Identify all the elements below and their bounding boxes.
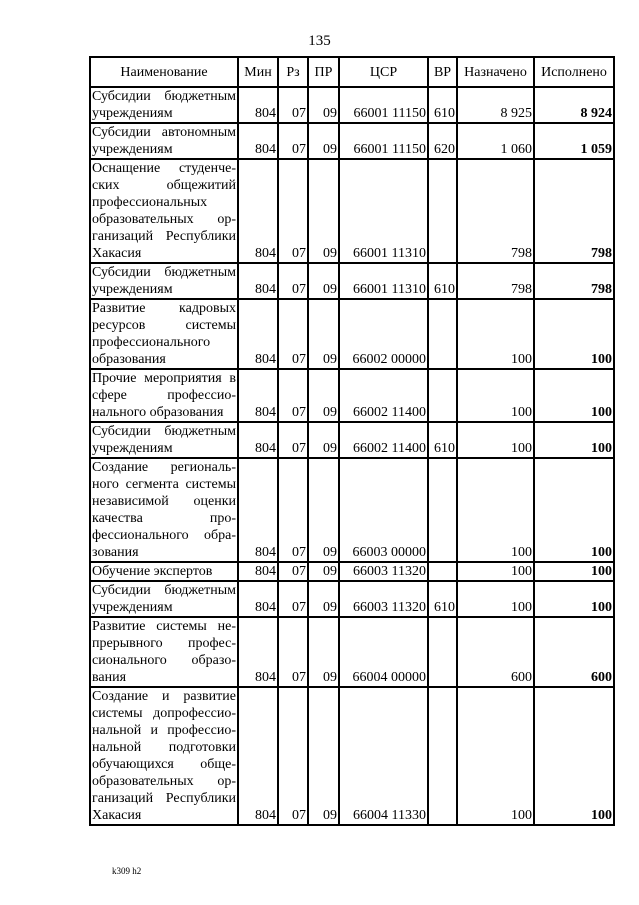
cell-vr: 610	[428, 581, 457, 617]
cell-executed: 1 059	[534, 123, 614, 159]
cell-executed: 100	[534, 299, 614, 369]
cell-rz: 07	[278, 562, 308, 581]
table-row	[90, 159, 614, 263]
cell-name: Прочие мероприятия в сфере профессионального образования	[92, 371, 236, 420]
cell-min: 804	[238, 299, 278, 369]
cell-assigned: 1 060	[457, 123, 534, 159]
cell-csr: 66003 11320	[339, 581, 428, 617]
table-row	[90, 263, 614, 299]
cell-executed: 100	[534, 687, 614, 825]
cell-name: Создание регионального сегмента системы независимой оценки качества профессионального образования	[92, 460, 236, 560]
cell-pr: 09	[308, 159, 339, 263]
cell-assigned: 798	[457, 263, 534, 299]
cell-vr	[428, 562, 457, 581]
cell-csr: 66004 00000	[339, 617, 428, 687]
cell-pr: 09	[308, 617, 339, 687]
cell-csr: 66003 00000	[339, 458, 428, 562]
cell-assigned: 100	[457, 687, 534, 825]
cell-pr: 09	[308, 422, 339, 458]
header-rz: Рз	[278, 57, 308, 87]
cell-assigned: 100	[457, 581, 534, 617]
cell-rz: 07	[278, 263, 308, 299]
cell-name: Субсидии бюджетным учреждениям	[92, 265, 236, 297]
cell-name: Субсидии бюджетным учреждениям	[92, 89, 236, 121]
cell-min: 804	[238, 87, 278, 123]
cell-assigned: 100	[457, 299, 534, 369]
cell-csr: 66001 11150	[339, 87, 428, 123]
cell-executed: 600	[534, 617, 614, 687]
cell-rz: 07	[278, 159, 308, 263]
cell-executed: 100	[534, 422, 614, 458]
table-row	[90, 422, 614, 458]
cell-vr: 610	[428, 263, 457, 299]
table-header-row	[90, 57, 614, 87]
table-row	[90, 458, 614, 562]
table-row	[90, 87, 614, 123]
cell-min: 804	[238, 369, 278, 422]
cell-vr	[428, 299, 457, 369]
cell-name: Субсидии автономным учреждениям	[92, 125, 236, 157]
cell-executed: 798	[534, 263, 614, 299]
header-name: Наименование	[90, 57, 238, 87]
cell-executed: 100	[534, 581, 614, 617]
cell-rz: 07	[278, 617, 308, 687]
header-csr: ЦСР	[339, 57, 428, 87]
cell-vr	[428, 687, 457, 825]
table-row	[90, 369, 614, 422]
cell-pr: 09	[308, 581, 339, 617]
table-row	[90, 687, 614, 825]
cell-csr: 66001 11150	[339, 123, 428, 159]
cell-vr	[428, 617, 457, 687]
cell-min: 804	[238, 123, 278, 159]
cell-rz: 07	[278, 458, 308, 562]
header-assigned: Назначено	[457, 57, 534, 87]
cell-executed: 100	[534, 369, 614, 422]
cell-assigned: 798	[457, 159, 534, 263]
cell-vr	[428, 159, 457, 263]
cell-pr: 09	[308, 458, 339, 562]
cell-rz: 07	[278, 581, 308, 617]
cell-min: 804	[238, 581, 278, 617]
cell-assigned: 8 925	[457, 87, 534, 123]
cell-name: Создание и развитие системы допрофессиональной и профессиональной подготовки обучающихся общеобразовательных организаций Республики Хакасия	[92, 689, 236, 823]
cell-csr: 66004 11330	[339, 687, 428, 825]
budget-table	[89, 56, 615, 826]
header-pr: ПР	[308, 57, 339, 87]
table-row	[90, 299, 614, 369]
cell-pr: 09	[308, 299, 339, 369]
cell-vr	[428, 458, 457, 562]
cell-csr: 66001 11310	[339, 263, 428, 299]
header-vr: ВР	[428, 57, 457, 87]
cell-name: Субсидии бюджетным учреждениям	[92, 583, 236, 615]
cell-pr: 09	[308, 123, 339, 159]
cell-name: Обучение экспертов	[90, 562, 238, 581]
page-number: 135	[308, 33, 331, 49]
cell-csr: 66002 00000	[339, 299, 428, 369]
cell-rz: 07	[278, 123, 308, 159]
cell-rz: 07	[278, 422, 308, 458]
cell-executed: 100	[534, 562, 614, 581]
cell-vr: 610	[428, 87, 457, 123]
cell-min: 804	[238, 159, 278, 263]
cell-pr: 09	[308, 687, 339, 825]
table-row	[90, 123, 614, 159]
table-body	[90, 87, 614, 825]
cell-min: 804	[238, 422, 278, 458]
cell-name: Оснащение студенческих общежитий профессиональных образовательных организаций Республики Хакасия	[92, 161, 236, 261]
cell-pr: 09	[308, 369, 339, 422]
cell-name: Субсидии бюджетным учреждениям	[92, 424, 236, 456]
cell-vr: 610	[428, 422, 457, 458]
cell-vr: 620	[428, 123, 457, 159]
cell-executed: 8 924	[534, 87, 614, 123]
table-row	[90, 562, 614, 581]
cell-min: 804	[238, 617, 278, 687]
footer-code: k309 h2	[112, 866, 142, 876]
cell-assigned: 100	[457, 458, 534, 562]
cell-assigned: 600	[457, 617, 534, 687]
cell-name: Развитие кадровых ресурсов системы профессионального образования	[92, 301, 236, 367]
cell-csr: 66001 11310	[339, 159, 428, 263]
cell-rz: 07	[278, 369, 308, 422]
table-row	[90, 617, 614, 687]
cell-min: 804	[238, 263, 278, 299]
cell-csr: 66003 11320	[339, 562, 428, 581]
cell-min: 804	[238, 562, 278, 581]
cell-min: 804	[238, 687, 278, 825]
header-min: Мин	[238, 57, 278, 87]
header-executed: Исполнено	[534, 57, 614, 87]
cell-pr: 09	[308, 562, 339, 581]
cell-assigned: 100	[457, 562, 534, 581]
cell-pr: 09	[308, 263, 339, 299]
cell-min: 804	[238, 458, 278, 562]
cell-assigned: 100	[457, 369, 534, 422]
cell-rz: 07	[278, 87, 308, 123]
cell-assigned: 100	[457, 422, 534, 458]
cell-executed: 798	[534, 159, 614, 263]
cell-executed: 100	[534, 458, 614, 562]
cell-csr: 66002 11400	[339, 422, 428, 458]
table-row	[90, 581, 614, 617]
cell-csr: 66002 11400	[339, 369, 428, 422]
cell-vr	[428, 369, 457, 422]
cell-rz: 07	[278, 687, 308, 825]
cell-name: Развитие системы непрерывного профессионального образования	[92, 619, 236, 685]
cell-rz: 07	[278, 299, 308, 369]
cell-pr: 09	[308, 87, 339, 123]
